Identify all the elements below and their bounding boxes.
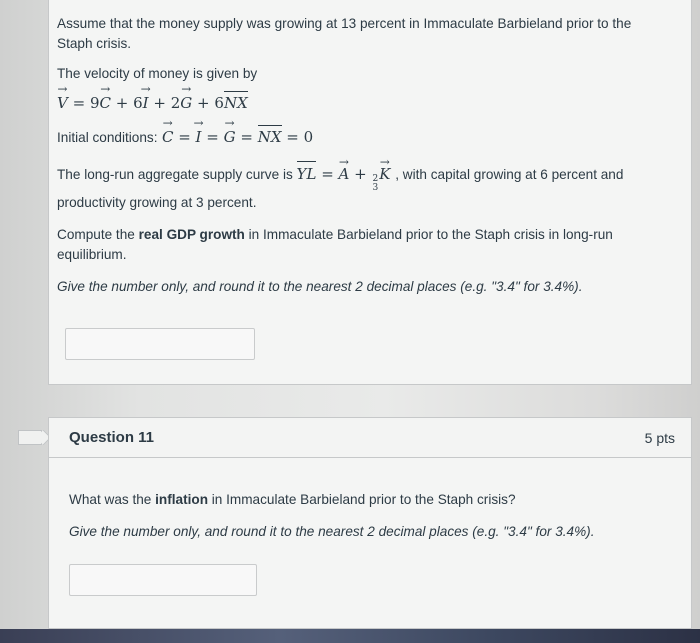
velocity-label: The velocity of money is given by: [57, 66, 258, 81]
screen-bottom-edge: [0, 629, 700, 643]
question-11-title: Question 11: [69, 429, 155, 446]
eq-v: → V: [57, 94, 68, 112]
question-11-points: 5 pts: [644, 429, 675, 446]
question-11-header: [49, 418, 691, 458]
compute-text: Compute the real GDP growth in Immaculate Barbieland prior to the Staph crisis in long-run equilibrium.: [57, 227, 613, 262]
question-10-card: [48, 0, 692, 385]
question-10-body: [57, 14, 657, 297]
question-11-answer-input[interactable]: [69, 564, 257, 596]
initial-conditions: Initial conditions: → C = → I = → G = NX = 0: [57, 128, 657, 150]
question-11-card: [48, 417, 692, 629]
question-11-body: [69, 490, 669, 542]
lras-text: The long-run aggregate supply curve is YL = → A + 2 3 → K , with capital growing at 6 percent and productivity growing at 3 percent.: [57, 164, 657, 213]
question-11-instruction: Give the number only, and round it to the nearest 2 decimal places (e.g. "3.4" for 3.4%).: [69, 524, 595, 539]
inflation-emphasis: inflation: [155, 492, 208, 507]
initial-conditions-label: Initial conditions:: [57, 130, 158, 145]
flag-question-icon[interactable]: [18, 430, 42, 445]
question-11-prompt: What was the inflation in Immaculate Barbieland prior to the Staph crisis?: [69, 492, 516, 507]
fraction-two-thirds: 2 3: [372, 174, 379, 193]
question-10-instruction: Give the number only, and round it to the nearest 2 decimal places (e.g. "3.4" for 3.4%).: [57, 279, 583, 294]
question-10-intro: Assume that the money supply was growing at 13 percent in Immaculate Barbieland prior to the Staph crisis.: [57, 16, 632, 51]
real-gdp-growth-emphasis: real GDP growth: [138, 227, 245, 242]
question-10-answer-input[interactable]: [65, 328, 255, 360]
velocity-equation: → V = 9→ C + 6→ I + 2→ G + 6NX: [57, 94, 657, 116]
